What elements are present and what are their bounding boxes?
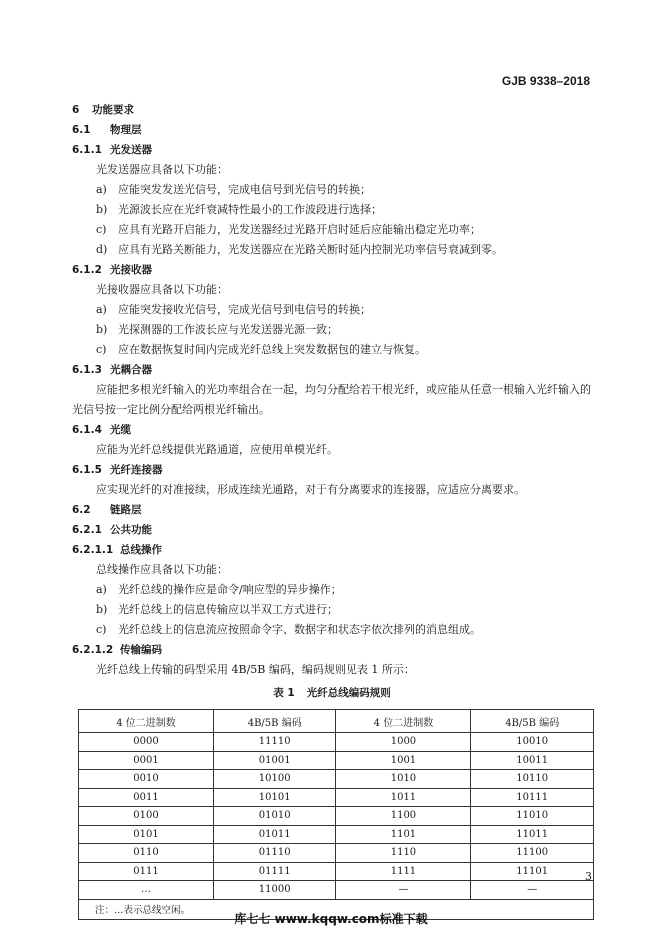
table-caption xyxy=(72,683,592,703)
table-cell: 0000 xyxy=(79,733,214,752)
table-row xyxy=(79,844,594,863)
paragraph: 应能把多根光纤输入的光功率组合在一起，均匀分配给若干根光纤，或应能从任意一根输入光纤输入的光信号按一定比例分配给两根光纤输出。 xyxy=(72,383,591,416)
table-cell: — xyxy=(336,881,471,900)
list-marker: c) xyxy=(96,623,107,636)
section-number: 6.1.2 xyxy=(72,264,102,276)
list-marker: a) xyxy=(96,303,107,316)
section-title: 光接收器 xyxy=(110,264,152,276)
section-6-2-1-heading xyxy=(72,520,592,540)
table-note: 注：…表示总线空闲。 xyxy=(79,899,594,919)
paragraph: 总线操作应具备以下功能： xyxy=(96,563,228,576)
list-item xyxy=(72,180,592,200)
table-cell: 11000 xyxy=(213,881,336,900)
list-item xyxy=(72,580,592,600)
list-text: 光纤总线上的信息传输应以半双工方式进行； xyxy=(118,603,338,616)
column-header: 4 位二进制数 xyxy=(79,710,214,733)
table-cell: 0011 xyxy=(79,788,214,807)
table-cell: 10010 xyxy=(471,733,594,752)
section-6-1-4-heading xyxy=(72,420,592,440)
section-title: 光发送器 xyxy=(110,144,152,156)
list-text: 光源波长应在光纤衰减特性最小的工作波段进行选择； xyxy=(118,203,382,216)
table-cell: 01010 xyxy=(213,807,336,826)
section-number: 6.2.1.2 xyxy=(72,644,114,656)
table-cell: 11010 xyxy=(471,807,594,826)
page-number: 3 xyxy=(585,870,592,883)
table-cell: 1011 xyxy=(336,788,471,807)
download-footer xyxy=(0,910,662,927)
section-number: 6.2 xyxy=(72,504,91,516)
table-cell: 10100 xyxy=(213,770,336,789)
table-cell: 0010 xyxy=(79,770,214,789)
list-text: 光纤总线上的信息流应按照命令字、数据字和状态字依次排列的消息组成。 xyxy=(118,623,481,636)
section-6-heading xyxy=(72,100,592,120)
paragraph: 应实现光纤的对准接续，形成连续光通路，对于有分离要求的连接器，应适应分离要求。 xyxy=(96,483,525,496)
section-6-1-2-heading xyxy=(72,260,592,280)
table-cell: 01001 xyxy=(213,751,336,770)
table-cell: 0001 xyxy=(79,751,214,770)
list-item xyxy=(72,200,592,220)
column-header: 4B/5B 编码 xyxy=(471,710,594,733)
section-title: 光缆 xyxy=(110,424,131,436)
list-marker: b) xyxy=(96,203,108,216)
table-cell: 11100 xyxy=(471,844,594,863)
list-marker: a) xyxy=(96,183,107,196)
list-text: 应在数据恢复时间内完成光纤总线上突发数据包的建立与恢复。 xyxy=(118,343,426,356)
list-text: 应具有光路开启能力，光发送器经过光路开启时延后应能输出稳定光功率； xyxy=(118,223,481,236)
section-6-1-heading xyxy=(72,120,592,140)
list-item xyxy=(72,620,592,640)
section-title: 传输编码 xyxy=(120,644,162,656)
table-cell: 01111 xyxy=(213,862,336,881)
table-row xyxy=(79,770,594,789)
table-row xyxy=(79,825,594,844)
table-cell: 0110 xyxy=(79,844,214,863)
section-6-1-1-heading xyxy=(72,140,592,160)
column-header: 4B/5B 编码 xyxy=(213,710,336,733)
section-6-2-1-2-heading xyxy=(72,640,592,660)
section-number: 6.2.1 xyxy=(72,524,102,536)
table-cell: 10011 xyxy=(471,751,594,770)
list-marker: d) xyxy=(96,243,108,256)
section-6-1-5-heading xyxy=(72,460,592,480)
section-title: 总线操作 xyxy=(120,544,162,556)
section-number: 6.1.5 xyxy=(72,464,102,476)
section-number: 6.1.3 xyxy=(72,364,102,376)
table-cell: 1101 xyxy=(336,825,471,844)
section-6-1-3-heading xyxy=(72,360,592,380)
section-6-2-1-1-heading xyxy=(72,540,592,560)
table-cell: 1001 xyxy=(336,751,471,770)
table-cell: 10101 xyxy=(213,788,336,807)
list-item xyxy=(72,340,592,360)
footer-description: 标准下载 xyxy=(379,912,428,926)
section-title: 光纤连接器 xyxy=(110,464,163,476)
table-cell: 0101 xyxy=(79,825,214,844)
table-cell: — xyxy=(471,881,594,900)
paragraph: 光接收器应具备以下功能： xyxy=(96,283,228,296)
section-number: 6.2.1.1 xyxy=(72,544,114,556)
list-item xyxy=(72,600,592,620)
table-row xyxy=(79,733,594,752)
list-marker: b) xyxy=(96,323,108,336)
table-cell: 0100 xyxy=(79,807,214,826)
section-number: 6 xyxy=(72,104,80,116)
table-row xyxy=(79,788,594,807)
table-cell: 0111 xyxy=(79,862,214,881)
column-header: 4 位二进制数 xyxy=(336,710,471,733)
table-cell: 01110 xyxy=(213,844,336,863)
list-text: 光探测器的工作波长应与光发送器光源一致； xyxy=(118,323,338,336)
table-cell: … xyxy=(79,881,214,900)
table-cell: 11101 xyxy=(471,862,594,881)
list-marker: c) xyxy=(96,343,107,356)
table-cell: 11011 xyxy=(471,825,594,844)
list-text: 应能突发接收光信号，完成光信号到电信号的转换； xyxy=(118,303,371,316)
table-cell: 1010 xyxy=(336,770,471,789)
document-body xyxy=(72,100,592,920)
section-title: 公共功能 xyxy=(110,524,152,536)
table-cell: 1000 xyxy=(336,733,471,752)
section-title: 光耦合器 xyxy=(110,364,152,376)
table-row xyxy=(79,862,594,881)
paragraph: 光发送器应具备以下功能： xyxy=(96,163,228,176)
list-marker: b) xyxy=(96,603,108,616)
table-row xyxy=(79,807,594,826)
standard-code: GJB 9338–2018 xyxy=(501,74,590,88)
section-title: 链路层 xyxy=(110,504,142,516)
footer-site-name: 库七七 xyxy=(234,912,271,926)
table-cell: 10110 xyxy=(471,770,594,789)
section-number: 6.1 xyxy=(72,124,91,136)
list-item xyxy=(72,320,592,340)
list-item xyxy=(72,300,592,320)
section-number: 6.1.4 xyxy=(72,424,102,436)
list-text: 应能突发发送光信号，完成电信号到光信号的转换； xyxy=(118,183,371,196)
list-item xyxy=(72,220,592,240)
section-title: 功能要求 xyxy=(92,104,134,116)
table-row xyxy=(79,881,594,900)
section-title: 物理层 xyxy=(110,124,142,136)
section-6-2-heading xyxy=(72,500,592,520)
table-cell: 10111 xyxy=(471,788,594,807)
table-cell: 1110 xyxy=(336,844,471,863)
list-marker: a) xyxy=(96,583,107,596)
table-number: 表 1 xyxy=(273,687,295,699)
list-text: 光纤总线的操作应是命令/响应型的异步操作； xyxy=(118,583,342,596)
paragraph: 光纤总线上传输的码型采用 4B/5B 编码，编码规则见表 1 所示： xyxy=(96,663,415,676)
table-title: 光纤总线编码规则 xyxy=(306,687,391,699)
paragraph: 应能为光纤总线提供光路通道，应使用单模光纤。 xyxy=(96,443,338,456)
table-header-row xyxy=(79,710,594,733)
table-cell: 1100 xyxy=(336,807,471,826)
table-cell: 01011 xyxy=(213,825,336,844)
list-marker: c) xyxy=(96,223,107,236)
list-item xyxy=(72,240,592,260)
table-row xyxy=(79,751,594,770)
footer-url-link[interactable]: www.kqqw.com xyxy=(274,912,380,926)
table-cell: 11110 xyxy=(213,733,336,752)
list-text: 应具有光路关断能力，光发送器应在光路关断时延内控制光功率信号衰减到零。 xyxy=(118,243,503,256)
encoding-table xyxy=(78,709,594,920)
table-cell: 1111 xyxy=(336,862,471,881)
section-number: 6.1.1 xyxy=(72,144,102,156)
